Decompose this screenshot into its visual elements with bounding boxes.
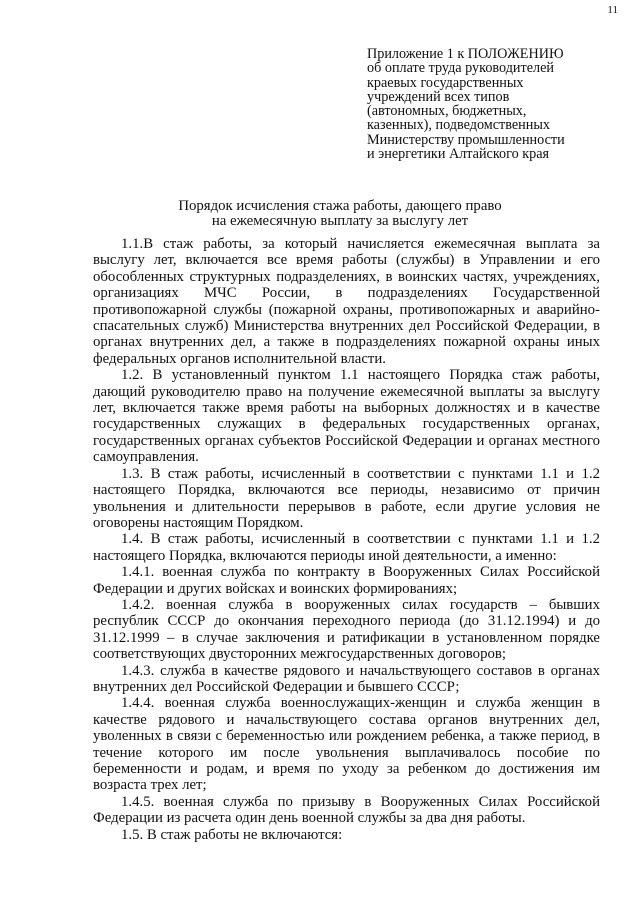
paragraph-1-2: 1.2. В установленный пунктом 1.1 настоящего Порядка стаж работы, дающий руководителю право на получение ежемесячной выплаты за выслугу лет, включается также время работы на выборных должностях и в качестве государственных служащих в федеральных государственных органах, государственных органах субъектов Российской Федерации и органах местного самоуправления. [93, 367, 600, 466]
page-number: 11 [607, 4, 618, 16]
appendix-line: Приложение 1 к ПОЛОЖЕНИЮ [367, 46, 564, 62]
paragraph-1-4: 1.4. В стаж работы, исчисленный в соответствии с пунктами 1.1 и 1.2 настоящего Порядка, включаются периоды иной деятельности, а именно: [93, 531, 600, 564]
appendix-line: об оплате труда руководителей [367, 60, 554, 77]
paragraph-1-4-3: 1.4.3. служба в качестве рядового и начальствующего составов в органах внутренних дел Российской Федерации и бывшего СССР; [93, 662, 600, 695]
appendix-line: краевых государственных [367, 74, 524, 91]
paragraph-1-4-5: 1.4.5. военная служба по призыву в Вооруженных Силах Российской Федерации из расчета один день военной службы за два дня работы. [93, 793, 600, 827]
appendix-header [367, 47, 607, 161]
document-body [93, 236, 600, 843]
appendix-line: (автономных, бюджетных, [367, 103, 527, 120]
document-title [60, 199, 620, 228]
title-line-1: Порядок исчисления стажа работы, дающего право [178, 198, 502, 214]
title-line-2: на ежемесячную выплату за выслугу лет [211, 212, 469, 229]
paragraph-1-5: 1.5. В стаж работы не включаются: [121, 826, 343, 843]
appendix-line: Министерству промышленности [367, 131, 565, 148]
appendix-line: и энергетики Алтайского края [367, 146, 550, 163]
paragraph-1-1: 1.1.В стаж работы, за который начисляется ежемесячная выплата за выслугу лет, включается все время работы (службы) в Управлении и его обособленных структурных подразделениях, в воинских частях, учреждениях, организациях МЧС России, в подразделениях Государственной противопожарной службы (пожарной охраны, противопожарных и аварийно-спасательных служб) Министерства внутренних дел Российской Федерации, в органах внутренних дел, а также в подразделениях пожарной охраны иных федеральных органов исполнительной власти. [93, 236, 600, 367]
appendix-line: казенных), подведомственных [367, 117, 550, 134]
paragraph-1-4-4: 1.4.4. военная служба военнослужащих-женщин и служба женщин в качестве рядового и начальствующего состава органов внутренних дел, уволенных в связи с беременностью или рождением ребенка, а также период, в течение которого им после увольнения выплачивалось пособие по беременности и родам, и время по уходу за ребенком до достижения им возраста трех лет; [93, 695, 600, 794]
paragraph-1-4-2: 1.4.2. военная служба в вооруженных силах государств – бывших республик СССР до окончания переходного периода (до 31.12.1994) и до 31.12.1999 – в случае заключения и ратификации в установленном порядке соответствующих двусторонних межгосударственных договоров; [93, 596, 600, 663]
paragraph-1-4-1: 1.4.1. военная служба по контракту в Вооруженных Силах Российской Федерации и других войсках и воинских формированиях; [93, 564, 600, 597]
paragraph-1-3: 1.3. В стаж работы, исчисленный в соответствии с пунктами 1.1 и 1.2 настоящего Порядка, включаются все периоды, независимо от причин увольнения и длительности перерывов в работе, если другие условия не оговорены настоящим Порядком. [93, 465, 600, 531]
appendix-line: учреждений всех типов [367, 88, 510, 105]
